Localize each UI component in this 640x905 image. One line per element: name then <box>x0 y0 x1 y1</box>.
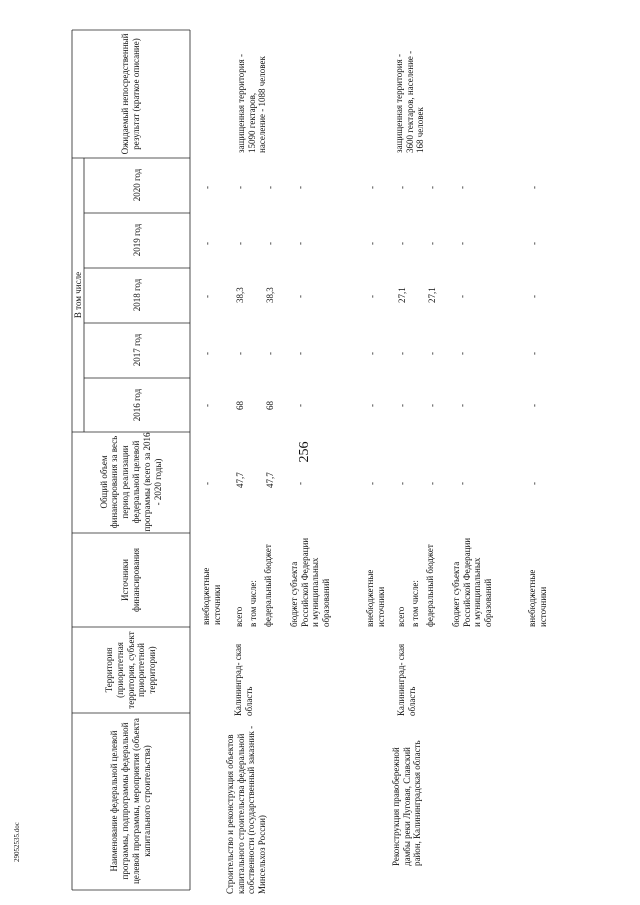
object-2-extrabudget-2020: - <box>529 186 539 189</box>
object-1-extrabudget-2020: - <box>367 186 377 189</box>
object-1-regional-2017: - <box>295 352 305 355</box>
object-2-regional-total: - <box>457 482 467 485</box>
object-2-result: защищенная территория - 3600 гектаров, население - 168 человек <box>394 50 426 153</box>
object-2-regional-2018: - <box>457 295 467 298</box>
object-1-total: 47,7 <box>235 472 245 488</box>
object-1-regional-total: - <box>295 482 305 485</box>
object-1-source-total: всего <box>234 606 244 627</box>
object-2-regional-2017: - <box>457 352 467 355</box>
object-1-regional-2020: - <box>295 186 305 189</box>
object-2-source-total: всего <box>396 606 406 627</box>
object-2-2016: - <box>397 404 407 407</box>
object-1-federal-2018: 38,3 <box>265 287 275 303</box>
object-1-extrabudget-2016: - <box>367 404 377 407</box>
object-2-source-extrabudget: внебюджетные источники <box>527 569 548 627</box>
object-1-federal-2020: - <box>265 186 275 189</box>
carryover-2016: - <box>202 404 212 407</box>
object-1-extrabudget-total: - <box>367 482 377 485</box>
object-1-regional-2019: - <box>295 242 305 245</box>
object-1-extrabudget-2017: - <box>367 352 377 355</box>
object-1-federal-2016: 68 <box>265 401 275 410</box>
object-1-federal-total: 47,7 <box>265 472 275 488</box>
object-2-source-regional: бюджет субъекта Российской Федерации и муниципальных образований <box>451 537 493 627</box>
object-2-federal-2018: 27,1 <box>427 287 437 303</box>
object-2-federal-total: - <box>427 482 437 485</box>
header-year-2017: 2017 год <box>131 333 142 367</box>
object-2-name: Реконструкция правобережной дамбы реки Луговая, Славский район, Калининградская область <box>391 740 423 866</box>
object-1-regional-2016: - <box>295 404 305 407</box>
object-2-regional-2019: - <box>457 242 467 245</box>
page-number: 256 <box>297 441 312 463</box>
header-year-2020: 2020 год <box>131 168 142 202</box>
object-2-source-including: в том числе: <box>410 580 420 627</box>
object-2-regional-2020: - <box>457 186 467 189</box>
header-name: Наименование федеральной целевой программы, подпрограммы федеральной целевой программы, мероприятия (объекта капитального строительства) <box>109 718 152 884</box>
object-2-federal-2016: - <box>427 404 437 407</box>
object-2-2020: - <box>397 186 407 189</box>
header-including: В том числе <box>72 271 83 319</box>
object-2-2019: - <box>397 242 407 245</box>
header-total: Общий объем финансирования за весь период реализации федеральной целевой программы (всего за 2016 - 2020 годы) <box>98 432 163 532</box>
carryover-2017: - <box>202 352 212 355</box>
object-2-extrabudget-2019: - <box>529 242 539 245</box>
object-1-result: защищенная территория - 15090 гектаров, население - 1088 человек <box>236 54 268 153</box>
object-1-source-federal: федеральный бюджет <box>263 544 273 627</box>
object-1-2016: 68 <box>235 401 245 410</box>
object-1-federal-2017: - <box>265 352 275 355</box>
carryover-2020: - <box>202 186 212 189</box>
carryover-total: - <box>202 482 212 485</box>
header-year-2018: 2018 год <box>131 278 142 312</box>
object-1-federal-2019: - <box>265 242 275 245</box>
object-2-extrabudget-2016: - <box>529 404 539 407</box>
object-1-2019: - <box>235 242 245 245</box>
object-2-regional-2016: - <box>457 404 467 407</box>
carryover-source: внебюджетные источники <box>201 567 222 625</box>
object-1-source-including: в том числе: <box>248 580 258 627</box>
header-year-2019: 2019 год <box>131 223 142 257</box>
object-1-source-extrabudget: внебюджетные источники <box>365 569 386 627</box>
object-2-extrabudget-2017: - <box>529 352 539 355</box>
carryover-2018: - <box>202 295 212 298</box>
object-2-source-federal: федеральный бюджет <box>425 544 435 627</box>
object-2-extrabudget-total: - <box>529 482 539 485</box>
object-1-name: Строительство и реконструкция объектов капитального строительства федеральной собственности (государственный заказник - Минсельхоз России) <box>225 725 267 894</box>
carryover-2019: - <box>202 242 212 245</box>
object-2-extrabudget-2018: - <box>529 295 539 298</box>
object-1-extrabudget-2018: - <box>367 295 377 298</box>
object-1-2020: - <box>235 186 245 189</box>
object-2-2017: - <box>397 352 407 355</box>
object-1-2018: 38,3 <box>235 287 245 303</box>
object-2-total: - <box>397 482 407 485</box>
header-year-2016: 2016 год <box>131 388 142 422</box>
object-2-federal-2019: - <box>427 242 437 245</box>
object-1-source-regional: бюджет субъекта Российской Федерации и муниципальных образований <box>289 537 331 627</box>
object-1-extrabudget-2019: - <box>367 242 377 245</box>
object-1-2017: - <box>235 352 245 355</box>
object-2-federal-2020: - <box>427 186 437 189</box>
header-territory: Территория (приоритетная территория, субъект приоритетной территории) <box>104 631 158 709</box>
object-2-federal-2017: - <box>427 352 437 355</box>
header-result: Ожидаемый непосредственный результат (краткое описание) <box>120 33 141 155</box>
header-sources: Источники финансирования <box>120 548 141 612</box>
object-2-2018: 27,1 <box>397 287 407 303</box>
object-2-territory: Калининград- ская область <box>396 643 417 716</box>
footer-document-id: 29052535.doc <box>13 822 21 862</box>
object-1-regional-2018: - <box>295 295 305 298</box>
object-1-territory: Калининград- ская область <box>233 643 254 716</box>
